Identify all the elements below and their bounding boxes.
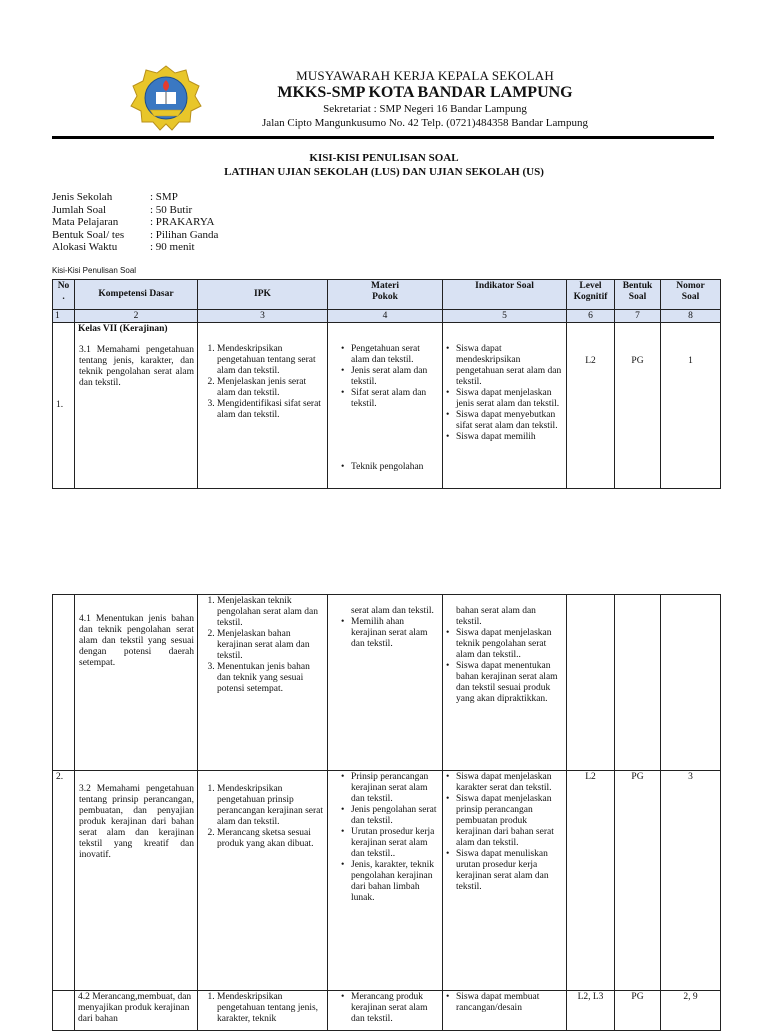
info-key: Alokasi Waktu xyxy=(52,241,118,253)
document-info xyxy=(52,191,350,254)
school-emblem-logo xyxy=(126,64,206,132)
bentuk-cell xyxy=(615,595,661,771)
materi-cell xyxy=(328,991,443,1031)
column-number: 7 xyxy=(615,310,661,323)
level-cell xyxy=(567,323,615,489)
kd-cell xyxy=(75,323,198,489)
kd-cell xyxy=(75,771,198,991)
info-value: : SMP xyxy=(150,191,178,203)
nomor-value: 2, 9 xyxy=(683,992,698,1002)
ipk-cell xyxy=(198,771,328,991)
address-line: Jalan Cipto Mangunkusumo No. 42 Telp. (0721)484358 Bandar Lampung xyxy=(262,117,588,129)
materi-item: • Merancang produk kerajinan serat alam dan tekstil. xyxy=(341,992,439,1025)
header-nomor-line1: Nomor xyxy=(676,281,705,291)
info-key: Jumlah Soal xyxy=(52,203,107,216)
table-row xyxy=(53,771,721,991)
materi-cell xyxy=(328,323,443,489)
table-row xyxy=(53,323,721,489)
organization-title: MKKS-SMP KOTA BANDAR LAMPUNG xyxy=(277,84,573,101)
nomor-value: 3 xyxy=(688,772,693,782)
header-nomor-soal xyxy=(661,280,721,310)
kisi-kisi-table-page-2 xyxy=(52,594,721,1031)
kd-cell xyxy=(75,991,198,1031)
indikator-cell xyxy=(443,595,567,771)
column-number: 4 xyxy=(328,310,443,323)
bentuk-value: PG xyxy=(631,772,644,782)
info-row xyxy=(52,216,350,229)
indikator-continued: bahan serat alam dan tekstil. xyxy=(456,606,536,627)
row-number-value: 2. xyxy=(56,772,64,782)
header-bentuk-line2: Soal xyxy=(628,292,647,302)
table-row xyxy=(53,595,721,771)
indikator-item: • Siswa dapat menentukan bahan kerajinan serat alam dan tekstil sesuai produk yang akan dipraktikkan. xyxy=(446,661,563,705)
document-subtitle: LATIHAN UJIAN SEKOLAH (LUS) DAN UJIAN SEKOLAH (US) xyxy=(224,166,544,178)
indikator-item: • Siswa dapat membuat rancangan/desain xyxy=(446,992,563,1014)
level-value: L2 xyxy=(585,772,596,782)
materi-item: • Pengetahuan serat alam dan tekstil. xyxy=(341,344,439,366)
level-value: L2, L3 xyxy=(577,992,604,1002)
ipk-item: 1. Mendeskripsikan pengetahuan prinsip perancangan kerajinan serat alam dan tekstil. xyxy=(217,784,324,828)
header-level-kognitif xyxy=(567,280,615,310)
bentuk-value: PG xyxy=(631,356,644,366)
indikator-cell xyxy=(443,991,567,1031)
nomor-value: 1 xyxy=(688,356,693,366)
row-number xyxy=(53,323,75,489)
info-row xyxy=(52,229,350,242)
column-number: 8 xyxy=(661,310,721,323)
indikator-item: • Siswa dapat menjelaskan prinsip perancangan pembuatan produk kerajinan dari bahan serat alam dan tekstil. xyxy=(446,794,563,849)
info-value: : PRAKARYA xyxy=(150,216,215,228)
level-value: L2 xyxy=(585,356,596,366)
header-level-line1: Level xyxy=(579,281,602,291)
materi-item: • Urutan prosedur kerja kerajinan serat alam dan tekstil.. xyxy=(341,827,439,860)
ipk-item: 2. Merancang sketsa sesuai produk yang akan dibuat. xyxy=(217,828,324,850)
header-bentuk-soal xyxy=(615,280,661,310)
kd-text: 4.1 Menentukan jenis bahan dan teknik pengolahan serat alam dan tekstil yang sesuai dengan potensi daerah setempat. xyxy=(79,614,194,668)
column-number: 6 xyxy=(567,310,615,323)
kisi-kisi-table-page-1 xyxy=(52,279,721,489)
info-row xyxy=(52,191,350,204)
column-number: 5 xyxy=(443,310,567,323)
document-title: KISI-KISI PENULISAN SOAL xyxy=(309,152,459,164)
bentuk-cell xyxy=(615,771,661,991)
level-cell xyxy=(567,991,615,1031)
table-row xyxy=(53,991,721,1031)
nomor-cell xyxy=(661,323,721,489)
bentuk-cell xyxy=(615,323,661,489)
info-key: Mata Pelajaran xyxy=(52,216,119,228)
header-materi-line2: Pokok xyxy=(372,292,398,302)
letterhead xyxy=(0,0,768,150)
info-value: : Pilihan Ganda xyxy=(150,228,219,241)
header-ipk-label: IPK xyxy=(254,289,271,299)
indikator-item: • Siswa dapat menuliskan urutan prosedur kerja kerajinan serat alam dan tekstil. xyxy=(446,849,563,893)
indikator-cell xyxy=(443,323,567,489)
indikator-item: • Siswa dapat memilih xyxy=(446,432,563,443)
ipk-cell xyxy=(198,991,328,1031)
column-number: 1 xyxy=(53,310,75,323)
materi-cell xyxy=(328,595,443,771)
info-value: : 90 menit xyxy=(150,241,195,253)
level-cell xyxy=(567,595,615,771)
materi-item: • Memilih ahan kerajinan serat alam dan tekstil. xyxy=(341,617,439,650)
nomor-cell xyxy=(661,595,721,771)
materi-item: • Sifat serat alam dan tekstil. xyxy=(341,388,439,410)
row-number xyxy=(53,991,75,1031)
column-number: 3 xyxy=(198,310,328,323)
ipk-item: 3. Menentukan jenis bahan dan teknik yang sesuai potensi setempat. xyxy=(217,662,324,695)
ipk-item: 1. Mendeskripsikan pengetahuan tentang serat alam dan tekstil. xyxy=(217,344,324,377)
column-number-row xyxy=(53,310,721,323)
ipk-item: 2. Menjelaskan bahan kerajinan serat alam dan tekstil. xyxy=(217,629,324,662)
header-indikator-soal: Indikator Soal xyxy=(443,280,567,310)
materi-item: • Jenis serat alam dan tekstil. xyxy=(341,366,439,388)
header-level-line2: Kognitif xyxy=(573,292,608,302)
kd-text: 3.1 Memahami pengetahuan tentang jenis, karakter, dan teknik pengolahan serat alam dan tekstil. xyxy=(79,345,194,388)
info-row xyxy=(52,241,350,254)
indikator-cell xyxy=(443,771,567,991)
info-key: Bentuk Soal/ tes xyxy=(52,228,125,241)
row-number xyxy=(53,595,75,771)
kd-text: 4.2 Merancang,membuat, dan menyajikan produk kerajinan dari bahan xyxy=(78,992,192,1024)
ipk-item: 1. Mendeskripsikan pengetahuan tentang jenis, karakter, teknik xyxy=(217,992,324,1025)
ipk-item: 1. Menjelaskan teknik pengolahan serat alam dan tekstil. xyxy=(217,596,324,629)
header-no: No . xyxy=(53,280,75,310)
header-divider xyxy=(52,136,714,139)
indikator-item: • Siswa dapat menjelaskan teknik pengolahan serat alam dan tekstil.. xyxy=(446,628,563,661)
row-number-value: 1. xyxy=(56,400,64,410)
section-title: Kelas VII (Kerajinan) xyxy=(78,324,168,334)
indikator-item: • Siswa dapat menjelaskan karakter serat dan tekstil. xyxy=(446,772,563,794)
ipk-item: 2. Menjelaskan jenis serat alam dan tekstil. xyxy=(217,377,324,399)
header-materi-line1: Materi xyxy=(371,281,399,291)
secretariat-line: Sekretariat : SMP Negeri 16 Bandar Lampung xyxy=(323,103,527,115)
ipk-cell xyxy=(198,323,328,489)
materi-item: • Jenis pengolahan serat dan tekstil. xyxy=(341,805,439,827)
header-bentuk-line1: Bentuk xyxy=(622,281,653,291)
ipk-cell xyxy=(198,595,328,771)
level-cell xyxy=(567,771,615,991)
bentuk-cell xyxy=(615,991,661,1031)
table-caption: Kisi-Kisi Penulisan Soal xyxy=(52,266,137,275)
indikator-item: • Siswa dapat menyebutkan sifat serat alam dan tekstil. xyxy=(446,410,563,432)
header-nomor-line2: Soal xyxy=(681,292,700,302)
organization-name: MUSYAWARAH KERJA KEPALA SEKOLAH xyxy=(296,68,554,83)
kd-cell xyxy=(75,595,198,771)
header-materi-pokok xyxy=(328,280,443,310)
materi-cell xyxy=(328,771,443,991)
header-kompetensi-dasar xyxy=(75,280,198,310)
nomor-cell xyxy=(661,771,721,991)
header-kd-label: Kompetensi Dasar xyxy=(98,289,174,299)
header-ipk xyxy=(198,280,328,310)
indikator-item: • Siswa dapat mendeskripsikan pengetahuan serat alam dan tekstil. xyxy=(446,344,563,388)
ipk-item: 3. Mengidentifikasi sifat serat alam dan tekstil. xyxy=(217,399,324,421)
column-number: 2 xyxy=(75,310,198,323)
info-value: : 50 Butir xyxy=(150,203,193,216)
info-key: Jenis Sekolah xyxy=(52,191,113,203)
bentuk-value: PG xyxy=(631,992,644,1002)
materi-item: • Jenis, karakter, teknik pengolahan kerajinan dari bahan limbah lunak. xyxy=(341,860,439,904)
info-row xyxy=(52,204,350,217)
row-number xyxy=(53,771,75,991)
materi-item: • Teknik pengolahan xyxy=(341,462,439,473)
nomor-cell xyxy=(661,991,721,1031)
indikator-item: • Siswa dapat menjelaskan jenis serat alam dan tekstil. xyxy=(446,388,563,410)
kd-text: 3.2 Memahami pengetahuan tentang prinsip perancangan, pembuatan, dan penyajian produk kerajinan dari bahan serat alam dan kerajinan tekstil yang kreatif dan inovatif. xyxy=(79,784,194,860)
materi-continued: serat alam dan tekstil. xyxy=(351,606,434,616)
materi-item: • Prinsip perancangan kerajinan serat alam dan tekstil. xyxy=(341,772,439,805)
